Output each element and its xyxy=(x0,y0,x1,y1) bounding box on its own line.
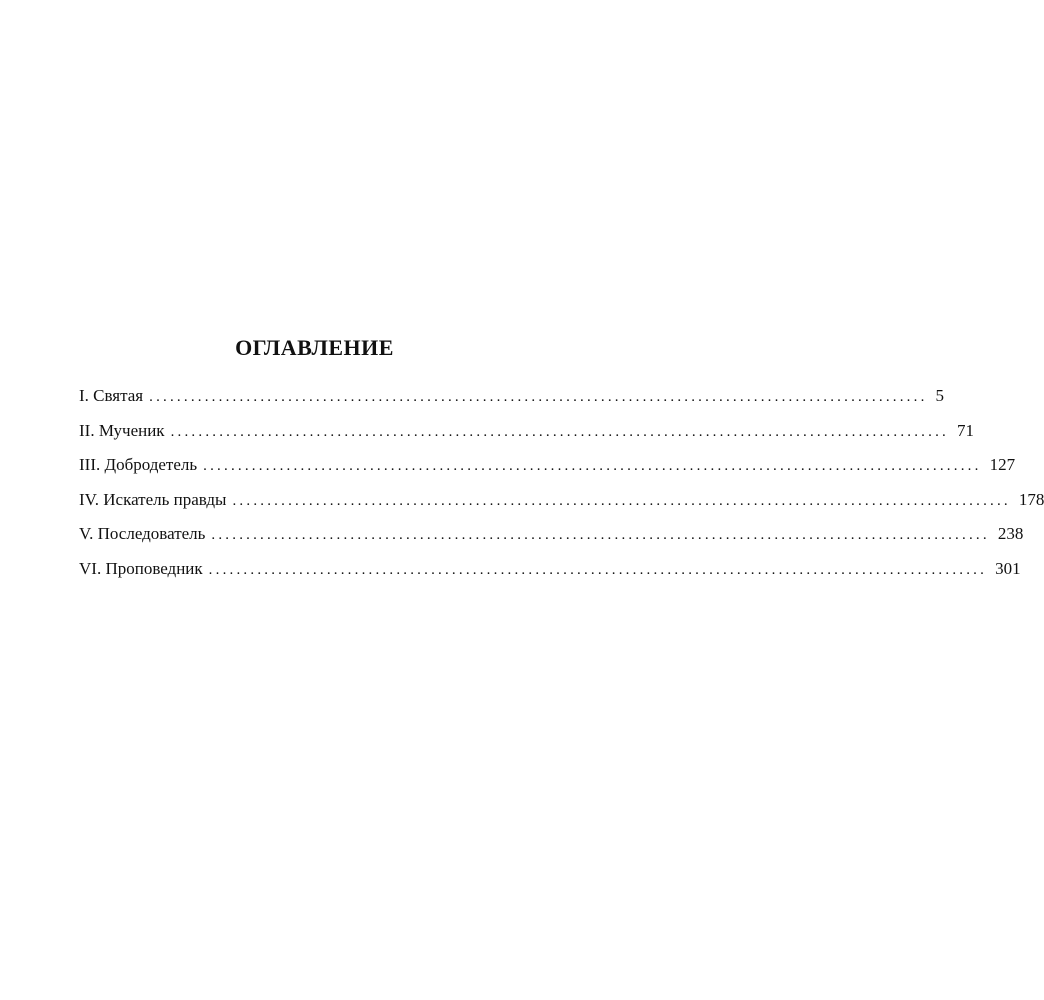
toc-title: ОГЛАВЛЕНИЕ xyxy=(235,335,394,360)
toc-entry-6[interactable] xyxy=(79,558,1021,593)
toc-entry-label: I. Святая xyxy=(79,386,144,405)
toc-entry-label: IV. Искатель правды xyxy=(79,489,227,509)
toc-entry-label: II. Мученик xyxy=(79,420,165,440)
toc-entry-page: 71 xyxy=(956,420,974,440)
toc-list xyxy=(79,385,1044,593)
toc-entry-page: 301 xyxy=(995,558,1021,578)
toc-entry-1[interactable] xyxy=(79,385,945,420)
dot-leader: ................................................................................................................ xyxy=(232,492,1011,509)
dot-leader: ................................................................................................................ xyxy=(211,527,990,544)
toc-entry-label: VI. Проповедник xyxy=(79,558,203,578)
toc-entry-2[interactable] xyxy=(79,420,974,455)
toc-entry-page: 178 xyxy=(1018,489,1044,509)
toc-entry-5[interactable] xyxy=(79,523,1024,558)
dot-leader: ................................................................................................................ xyxy=(149,389,928,405)
dot-leader: ................................................................................................................ xyxy=(170,423,949,440)
toc-entry-label: III. Добродетель xyxy=(79,455,198,475)
toc-entry-page: 238 xyxy=(997,524,1024,544)
dot-leader: ................................................................................................................ xyxy=(208,561,988,578)
toc-entry-page: 127 xyxy=(989,455,1016,475)
toc-entry-3[interactable] xyxy=(79,454,1016,489)
toc-entry-4[interactable] xyxy=(79,489,1044,524)
toc-entry-page: 5 xyxy=(935,386,945,405)
dot-leader: ................................................................................................................ xyxy=(203,458,982,475)
toc-entry-label: V. Последователь xyxy=(79,524,206,544)
table-of-contents xyxy=(79,333,1044,593)
